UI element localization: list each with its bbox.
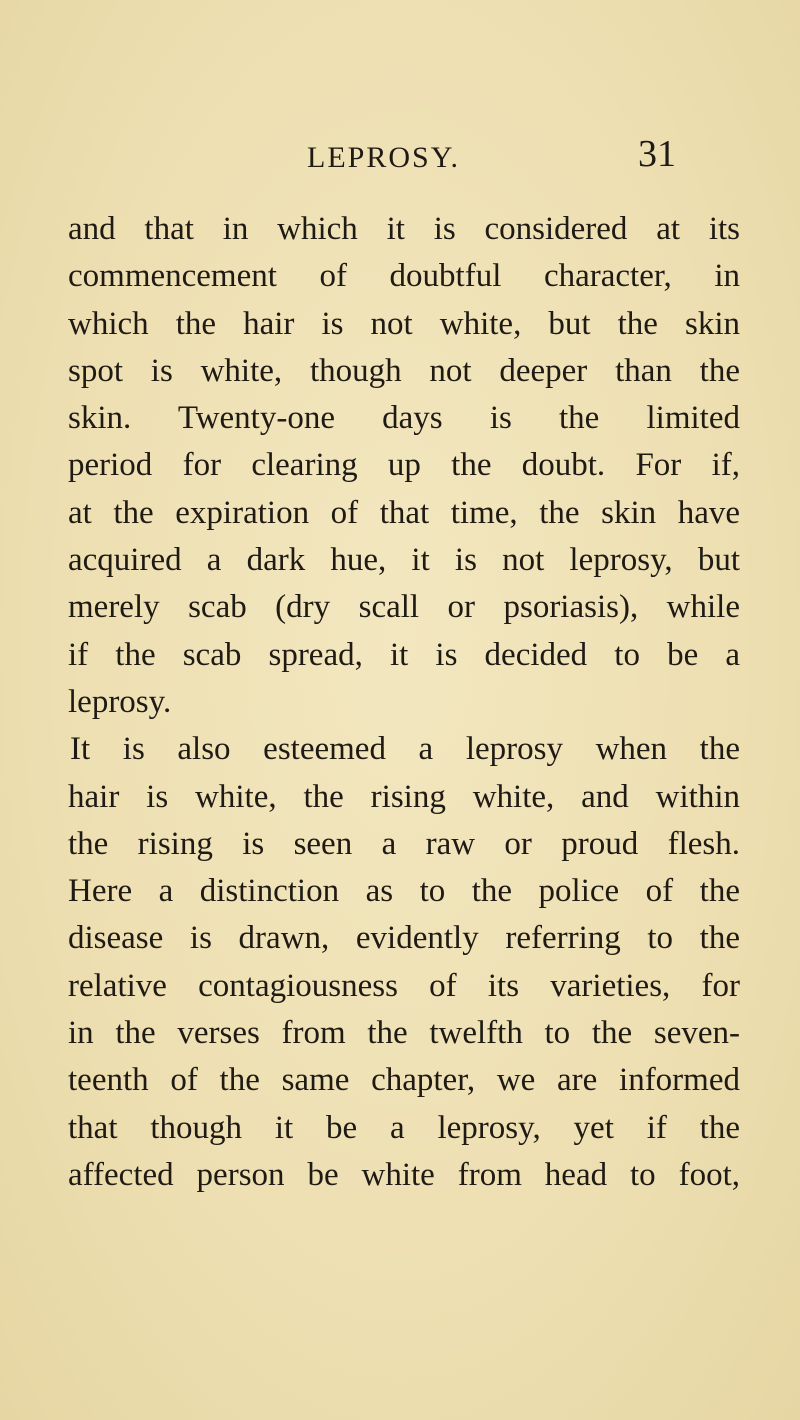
text-line: which the hair is not white, but the skin: [68, 305, 740, 342]
text-line: the rising is seen a raw or proud flesh.: [68, 825, 740, 862]
text-line: at the expiration of that time, the skin have: [68, 494, 740, 531]
text-line: skin. Twenty-one days is the limited: [68, 400, 740, 437]
page-number: 31: [638, 133, 676, 175]
text-line: and that in which it is considered at its: [68, 211, 740, 247]
text-line: Here a distinction as to the police of the: [68, 873, 740, 910]
paragraph-start-line: It is also esteemed a leprosy when the: [70, 731, 740, 768]
text-line: commencement of doubtful character, in: [68, 258, 740, 295]
text-line: relative contagiousness of its varieties, for: [68, 967, 740, 1004]
text-line: period for clearing up the doubt. For if,: [68, 447, 740, 484]
text-line: if the scab spread, it is decided to be a: [68, 636, 740, 673]
text-line: affected person be white from head to foot,: [68, 1156, 740, 1193]
text-line: spot is white, though not deeper than the: [68, 352, 740, 389]
body-text: [68, 206, 740, 1199]
text-line: disease is drawn, evidently referring to the: [68, 920, 740, 957]
text-line: hair is white, the rising white, and within: [68, 778, 740, 815]
running-head: LEPROSY.: [307, 141, 460, 174]
text-line: that though it be a leprosy, yet if the: [68, 1109, 740, 1146]
text-line: teenth of the same chapter, we are informed: [68, 1062, 740, 1099]
text-line: acquired a dark hue, it is not leprosy, but: [68, 542, 740, 579]
text-line: leprosy.: [68, 683, 172, 720]
text-line: merely scab (dry scall or psoriasis), while: [68, 589, 740, 626]
text-line: in the verses from the twelfth to the seven-: [68, 1015, 740, 1052]
